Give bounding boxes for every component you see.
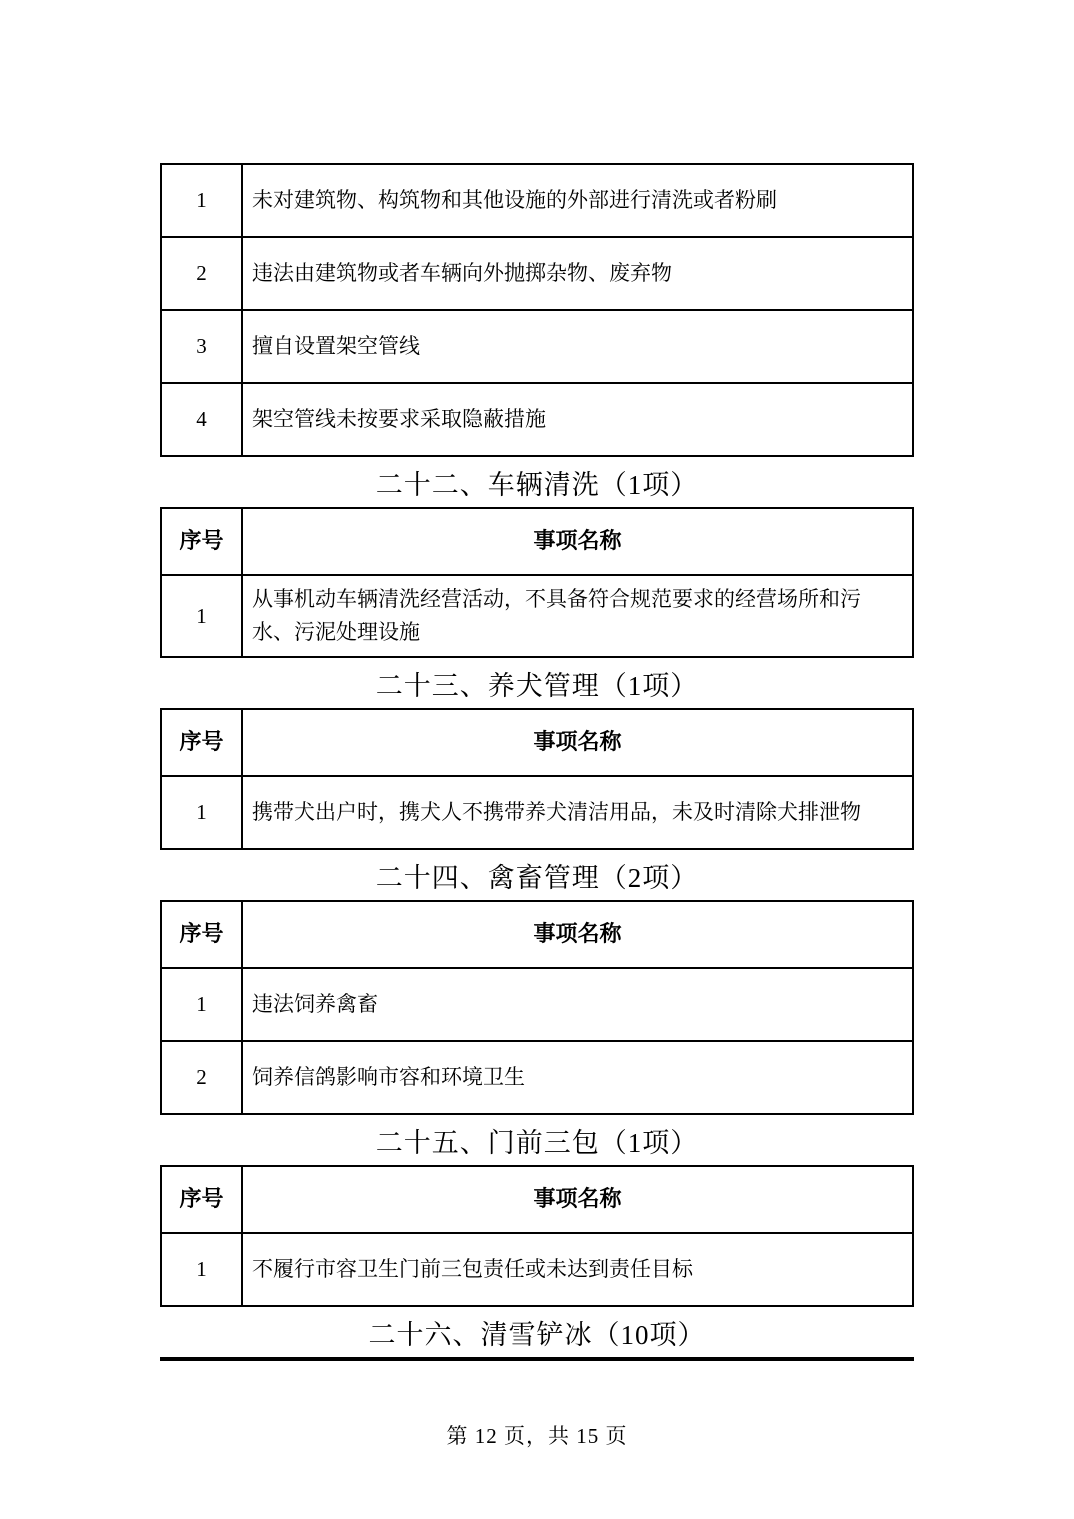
row-index: 1 (161, 776, 242, 849)
row-item-text: 违法由建筑物或者车辆向外抛掷杂物、废弃物 (242, 237, 913, 310)
document-content (160, 163, 914, 1361)
section-title-23: 二十三、养犬管理（1项） (375, 670, 699, 701)
row-item-text: 从事机动车辆清洗经营活动，不具备符合规范要求的经营场所和污水、污泥处理设施 (242, 575, 913, 657)
name-column-header: 事项名称 (242, 1166, 913, 1233)
table-row (161, 237, 913, 310)
name-column-header: 事项名称 (242, 508, 913, 575)
row-index: 1 (161, 164, 242, 237)
index-column-header: 序号 (161, 709, 242, 776)
row-index: 4 (161, 383, 242, 456)
name-column-header: 事项名称 (242, 901, 913, 968)
table-row (161, 310, 913, 383)
section-title-24: 二十四、禽畜管理（2项） (375, 862, 699, 893)
table-section-22 (160, 507, 914, 658)
page-break-rule (160, 1357, 914, 1361)
row-index: 1 (161, 575, 242, 657)
row-item-text: 架空管线未按要求采取隐蔽措施 (242, 383, 913, 456)
row-index: 3 (161, 310, 242, 383)
row-index: 2 (161, 1041, 242, 1114)
row-item-text: 擅自设置架空管线 (242, 310, 913, 383)
index-column-header: 序号 (161, 1166, 242, 1233)
row-item-text: 携带犬出户时，携犬人不携带养犬清洁用品，未及时清除犬排泄物 (242, 776, 913, 849)
table-header-row (161, 1166, 913, 1233)
table-row (161, 1041, 913, 1114)
table-row (161, 1233, 913, 1306)
table-row (161, 164, 913, 237)
name-column-header: 事项名称 (242, 709, 913, 776)
table-section-23 (160, 708, 914, 850)
table-continuation (160, 163, 914, 457)
row-index: 1 (161, 968, 242, 1041)
section-title-26: 二十六、清雪铲冰（10项） (368, 1319, 706, 1350)
table-header-row (161, 901, 913, 968)
table-section-24 (160, 900, 914, 1115)
table-row (161, 575, 913, 657)
table-row (161, 968, 913, 1041)
table-header-row (161, 508, 913, 575)
table-row (161, 383, 913, 456)
section-title-25: 二十五、门前三包（1项） (375, 1127, 699, 1158)
row-index: 1 (161, 1233, 242, 1306)
row-item-text: 违法饲养禽畜 (242, 968, 913, 1041)
section-title-22: 二十二、车辆清洗（1项） (375, 469, 699, 500)
index-column-header: 序号 (161, 901, 242, 968)
index-column-header: 序号 (161, 508, 242, 575)
row-index: 2 (161, 237, 242, 310)
row-item-text: 未对建筑物、构筑物和其他设施的外部进行清洗或者粉刷 (242, 164, 913, 237)
table-header-row (161, 709, 913, 776)
row-item-text: 不履行市容卫生门前三包责任或未达到责任目标 (242, 1233, 913, 1306)
table-row (161, 776, 913, 849)
page-footer: 第 12 页，共 15 页 (446, 1424, 628, 1448)
row-item-text: 饲养信鸽影响市容和环境卫生 (242, 1041, 913, 1114)
table-section-25 (160, 1165, 914, 1307)
